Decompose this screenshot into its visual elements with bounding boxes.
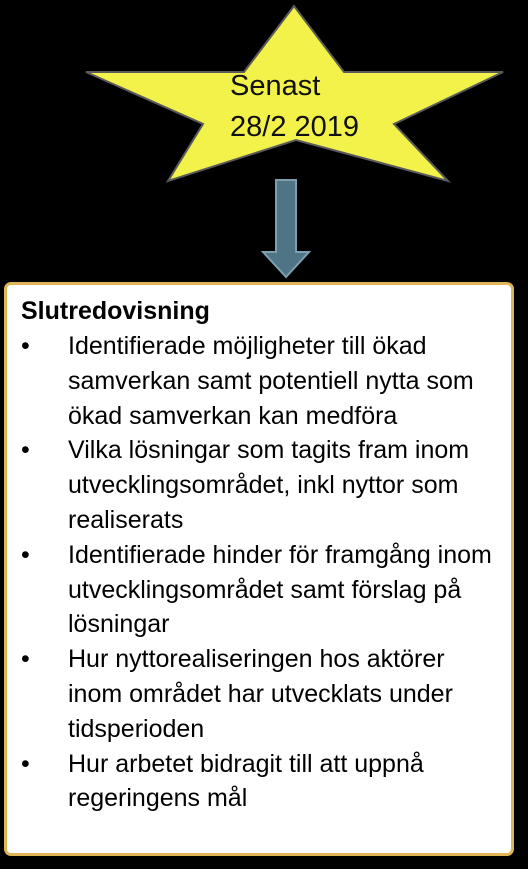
star-diagram <box>0 0 528 290</box>
final-report-box <box>4 282 514 856</box>
list-item-text: Identifierade hinder för framgång inom utvecklingsområdet samt förslag på lösningar <box>68 540 492 639</box>
box-title: Slutredovisning <box>21 297 210 325</box>
list-item-text: Hur nyttorealiseringen hos aktörer inom området har utvecklats under tidsperioden <box>68 645 453 743</box>
list-item-text: Hur arbetet bidragit till att uppnå regeringens mål <box>68 749 424 813</box>
list-item <box>7 747 511 817</box>
down-arrow-shape <box>263 180 309 277</box>
list-item <box>7 433 511 537</box>
list-item <box>7 538 511 642</box>
bullet-marker: • <box>21 436 30 465</box>
star-label-senast: Senast <box>230 70 321 102</box>
bullet-marker: • <box>21 645 30 674</box>
bullet-marker: • <box>21 749 30 778</box>
star-label-date: 28/2 2019 <box>230 111 360 143</box>
list-item-text: Identifierade möjligheter till ökad samverkan samt potentiell nytta som ökad samverkan kan medföra <box>68 332 474 430</box>
list-item-text: Vilka lösningar som tagits fram inom utvecklingsområdet, inkl nyttor som realiserats <box>68 436 470 534</box>
bullet-marker: • <box>21 540 30 569</box>
list-item <box>7 329 511 433</box>
list-item <box>7 642 511 746</box>
bullet-list <box>7 329 511 816</box>
bullet-marker: • <box>21 332 30 360</box>
